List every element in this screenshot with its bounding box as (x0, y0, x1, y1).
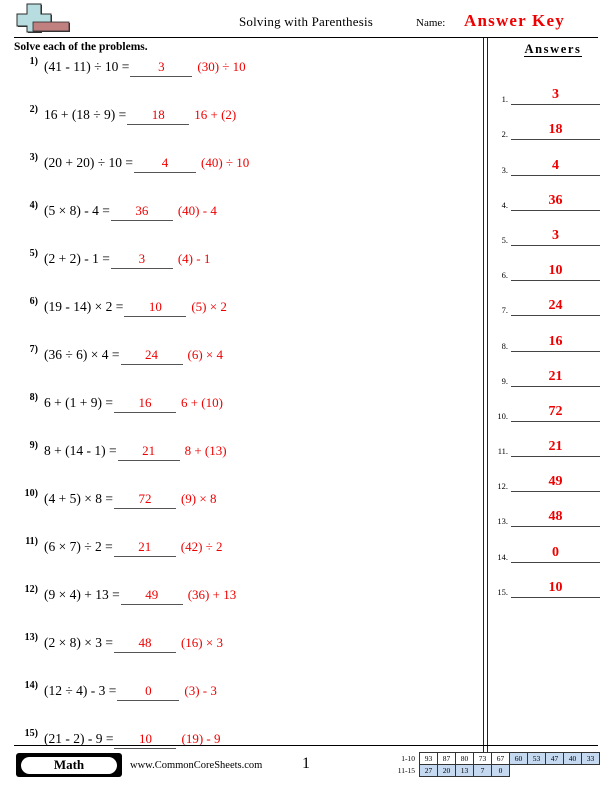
answer-blank[interactable]: 3 (130, 59, 192, 77)
answer-list-item (492, 70, 600, 105)
answer-number: 12. (497, 481, 508, 492)
scale-row-1 (387, 753, 600, 765)
answer-list-item (492, 246, 600, 281)
problem-number: 15) (24, 728, 38, 739)
problem-hint: (42) ÷ 2 (180, 539, 223, 554)
page-footer (0, 748, 612, 788)
problem-hint: (19) - 9 (181, 731, 221, 746)
problem-row (14, 248, 476, 296)
answer-value[interactable]: 72 (511, 404, 600, 422)
scale-cell: 47 (546, 753, 564, 765)
answer-value[interactable]: 21 (511, 369, 600, 387)
problem-expression: (21 - 2) - 9 = (44, 731, 114, 746)
problem-row (14, 392, 476, 440)
answer-list-item (492, 211, 600, 246)
problem-expression: 6 + (1 + 9) = (44, 395, 113, 410)
problem-number: 6) (29, 296, 38, 307)
answer-value[interactable]: 3 (511, 87, 600, 105)
answer-list-item (492, 563, 600, 598)
answer-blank[interactable]: 72 (114, 491, 176, 509)
answer-list-item (492, 281, 600, 316)
answer-value[interactable]: 21 (511, 439, 600, 457)
answer-list-item (492, 527, 600, 562)
scale-row-label: 1-10 (401, 754, 415, 763)
problem-number: 4) (29, 200, 38, 211)
answer-blank[interactable]: 10 (124, 299, 186, 317)
answer-blank[interactable]: 48 (114, 635, 176, 653)
answer-number: 4. (501, 199, 508, 210)
problem-number: 3) (29, 152, 38, 163)
problem-row (14, 584, 476, 632)
scale-cell-empty (546, 765, 564, 777)
problem-expression: (5 × 8) - 4 = (44, 203, 110, 218)
problem-row (14, 296, 476, 344)
instruction-text: Solve each of the problems. (14, 41, 148, 53)
name-label: Name: (416, 17, 446, 29)
problem-number: 14) (24, 680, 38, 691)
answer-blank[interactable]: 3 (111, 251, 173, 269)
problem-expression: (41 - 11) ÷ 10 = (44, 59, 130, 74)
problem-expression: 8 + (14 - 1) = (44, 443, 117, 458)
answer-value[interactable]: 48 (511, 509, 600, 527)
answer-list-item (492, 176, 600, 211)
scale-row-2 (387, 765, 600, 777)
answer-value[interactable]: 36 (511, 193, 600, 211)
scale-cell: 0 (492, 765, 510, 777)
scale-cell: 67 (492, 753, 510, 765)
problem-expression: (36 ÷ 6) × 4 = (44, 347, 120, 362)
page-number: 1 (302, 755, 310, 772)
problem-expression: (2 + 2) - 1 = (44, 251, 110, 266)
problem-row (14, 488, 476, 536)
problem-expression: (2 × 8) × 3 = (44, 635, 113, 650)
scale-cell: 33 (582, 753, 600, 765)
scale-cell-empty (528, 765, 546, 777)
problem-expression: 16 + (18 ÷ 9) = (44, 107, 127, 122)
problem-expression: (4 + 5) × 8 = (44, 491, 113, 506)
scale-row-label: 11-15 (397, 766, 415, 775)
problem-row (14, 440, 476, 488)
answer-value[interactable]: 0 (511, 545, 600, 563)
answer-list-item (492, 422, 600, 457)
scale-cell: 7 (474, 765, 492, 777)
answer-list-item (492, 387, 600, 422)
problem-hint: (36) + 13 (187, 587, 237, 602)
answer-number: 1. (501, 94, 508, 105)
column-divider (483, 38, 488, 758)
problem-row (14, 200, 476, 248)
answer-number: 7. (501, 305, 508, 316)
answer-value[interactable]: 3 (511, 228, 600, 246)
problem-number: 5) (29, 248, 38, 259)
problem-number: 7) (29, 344, 38, 355)
answer-blank[interactable]: 21 (118, 443, 180, 461)
scale-cell: 60 (510, 753, 528, 765)
answer-value[interactable]: 16 (511, 334, 600, 352)
scale-cell: 13 (456, 765, 474, 777)
problem-row (14, 104, 476, 152)
answer-value[interactable]: 10 (511, 580, 600, 598)
answer-blank[interactable]: 49 (121, 587, 183, 605)
problem-expression: (9 × 4) + 13 = (44, 587, 120, 602)
answer-number: 11. (497, 446, 508, 457)
answer-number: 10. (497, 410, 508, 421)
subject-badge-label: Math (21, 757, 117, 774)
answer-blank[interactable]: 4 (134, 155, 196, 173)
answer-number: 15. (497, 586, 508, 597)
answer-blank[interactable]: 24 (121, 347, 183, 365)
answer-list-item (492, 316, 600, 351)
problem-number: 12) (24, 584, 38, 595)
scale-cell-empty (510, 765, 528, 777)
problem-number: 13) (24, 632, 38, 643)
problem-number: 2) (29, 104, 38, 115)
problems-list (14, 56, 476, 776)
scale-cell: 80 (456, 753, 474, 765)
problem-expression: (6 × 7) ÷ 2 = (44, 539, 113, 554)
answer-blank[interactable]: 0 (117, 683, 179, 701)
page-header (0, 0, 612, 38)
answer-blank[interactable]: 10 (114, 731, 176, 749)
scale-cell: 93 (420, 753, 438, 765)
problem-expression: (12 ÷ 4) - 3 = (44, 683, 117, 698)
answer-blank[interactable]: 21 (114, 539, 176, 557)
answer-list-item (492, 105, 600, 140)
problem-hint: (16) × 3 (180, 635, 223, 650)
answer-number: 5. (501, 234, 508, 245)
answer-blank[interactable]: 16 (114, 395, 176, 413)
footer-divider (14, 745, 598, 746)
problem-hint: (40) - 4 (177, 203, 217, 218)
problem-row (14, 344, 476, 392)
answer-value[interactable]: 18 (511, 122, 600, 140)
problem-number: 1) (29, 56, 38, 67)
answer-number: 13. (497, 516, 508, 527)
problem-hint: (3) - 3 (184, 683, 217, 698)
problem-expression: (20 + 20) ÷ 10 = (44, 155, 134, 170)
problem-hint: 16 + (2) (194, 107, 237, 122)
scale-cell: 27 (420, 765, 438, 777)
problem-hint: (40) ÷ 10 (201, 155, 250, 170)
website-link[interactable]: www.CommonCoreSheets.com (130, 760, 263, 771)
scale-cell-empty (564, 765, 582, 777)
problem-expression: (19 - 14) × 2 = (44, 299, 124, 314)
answers-heading: Answers (524, 42, 582, 56)
scale-cell: 20 (438, 765, 456, 777)
problem-row (14, 56, 476, 104)
problem-hint: (4) - 1 (177, 251, 211, 266)
header-divider (14, 37, 598, 38)
problem-hint: (5) × 2 (191, 299, 227, 314)
problem-number: 9) (29, 440, 38, 451)
answer-blank[interactable]: 36 (111, 203, 173, 221)
answer-list-item (492, 492, 600, 527)
problem-row (14, 152, 476, 200)
problem-row (14, 632, 476, 680)
answer-value[interactable]: 4 (511, 158, 600, 176)
answer-value[interactable]: 10 (511, 263, 600, 281)
problem-hint: 8 + (13) (184, 443, 227, 458)
answer-number: 14. (497, 551, 508, 562)
scale-cell: 73 (474, 753, 492, 765)
problem-number: 8) (29, 392, 38, 403)
answer-number: 6. (501, 270, 508, 281)
problem-row (14, 536, 476, 584)
problem-hint: (9) × 8 (180, 491, 217, 506)
answer-list-item (492, 457, 600, 492)
answer-number: 9. (501, 375, 508, 386)
problem-number: 11) (25, 536, 38, 547)
scale-cell-empty (582, 765, 600, 777)
grading-scale-table (387, 752, 600, 777)
problem-hint: (6) × 4 (187, 347, 224, 362)
problem-hint: (30) ÷ 10 (197, 59, 246, 74)
problem-row (14, 680, 476, 728)
answer-blank[interactable]: 18 (127, 107, 189, 125)
answers-column (492, 40, 600, 598)
answer-number: 8. (501, 340, 508, 351)
answer-value[interactable]: 24 (511, 298, 600, 316)
problem-number: 10) (24, 488, 38, 499)
scale-cell: 87 (438, 753, 456, 765)
answer-key-label: Answer Key (464, 11, 565, 30)
scale-cell: 40 (564, 753, 582, 765)
scale-cell: 53 (528, 753, 546, 765)
answer-value[interactable]: 49 (511, 474, 600, 492)
page-title: Solving with Parenthesis (238, 14, 374, 29)
answer-list-item (492, 352, 600, 387)
answer-list-item (492, 140, 600, 175)
answer-number: 2. (501, 129, 508, 140)
answer-number: 3. (501, 164, 508, 175)
problem-hint: 6 + (10) (180, 395, 223, 410)
